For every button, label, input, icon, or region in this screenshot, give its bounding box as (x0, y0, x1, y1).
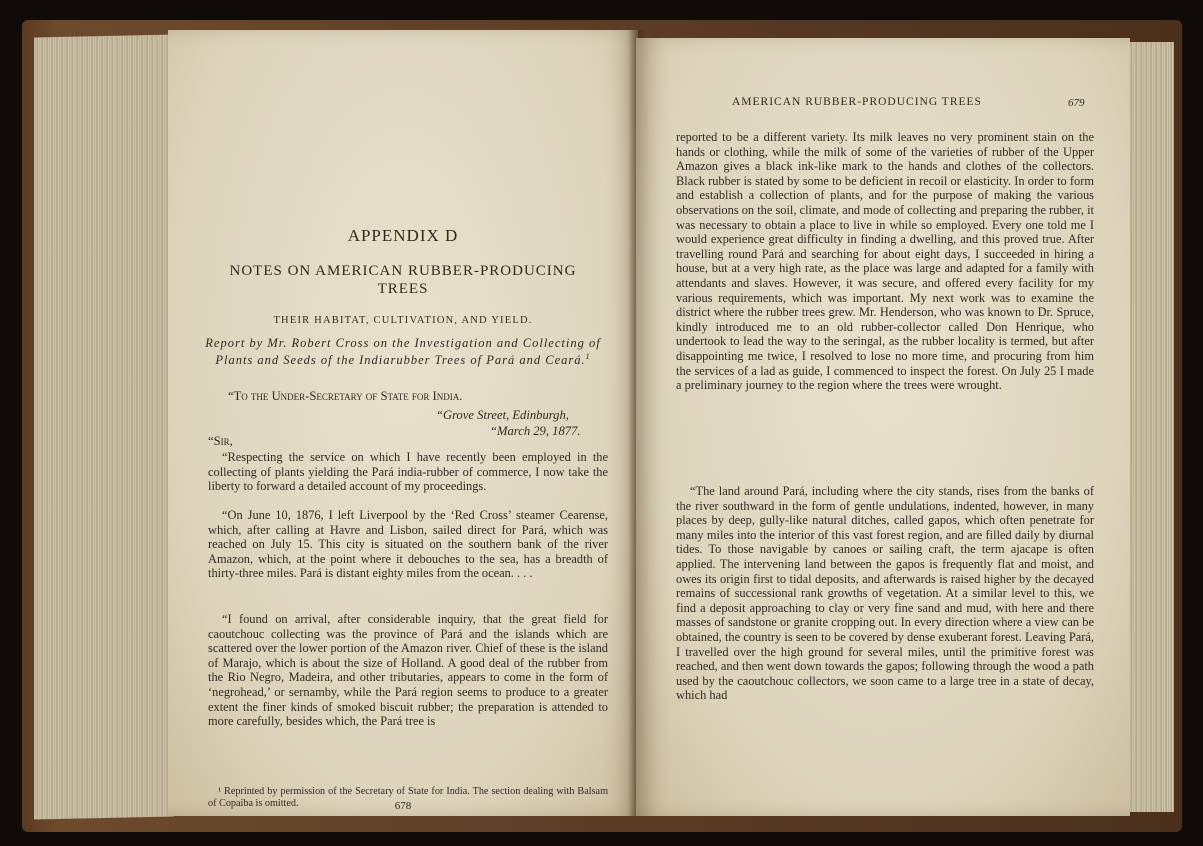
main-title: NOTES ON AMERICAN RUBBER-PRODUCING TREES (229, 263, 577, 297)
right-paragraph-1: reported to be a different variety. Its milk leaves no very prominent stain on the hands or clothing, while the milk of some of the varieties of rubber of the Upper Amazon gives a black ink-like mark to the hands and clothes of the collectors. Black rubber is stated by some to be deficient in recoil or elasticity. In order to form and establish a collection of plants, and for the purpose of making the various observations on the soil, climate, and mode of collecting and preparing the rubber, it was necessary to obtain a place to live in while so employed. Every one told me I would experience great difficulty in finding a dwelling, and this proved true. After travelling round Pará and searching for about eight days, I succeeded in hiring a house, but at a very high rate, as the place was large and adapted for a family with attendants and slaves. However, it was secure, and offered every facility for my various requirements, which was important. My next work was to examine the district where the rubber trees grew. Mr. Henderson, who was known to Dr. Spruce, kindly introduced me to an old rubber-collector called Don Henrique, who undertook to lead the way to the seringal, as the rubber locality is termed, but after disappointing me twice, I resolved to lose no more time, and procuring from him the services of a lad as guide, I commenced to inspect the forest. On July 25 I made a preliminary journey to the region where the trees were wrought. (676, 130, 1094, 393)
footnote: ¹ Reprinted by permission of the Secretary of State for India. The section dealing with Balsam of Copaiba is omitted. (208, 786, 608, 809)
appendix-title: APPENDIX D (347, 226, 459, 245)
left-paragraph-2: “On June 10, 1876, I left Liverpool by the ‘Red Cross’ steamer Cearense, which, after calling at Havre and Lisbon, sailed direct for Pará, which was reached on July 15. This city is situated on the southern bank of the river Amazon, which, at the point where it debouches to the sea, has a breadth of thirty-three miles. Pará is distant eighty miles from the ocean. . . . (208, 508, 608, 581)
running-header: AMERICAN RUBBER-PRODUCING TREES (732, 96, 982, 108)
address-street: “Grove Street, Edinburgh, (436, 408, 569, 422)
addressee: “To the Under-Secretary of State for India. (228, 389, 463, 403)
right-page (636, 38, 1130, 816)
report-title: Report by Mr. Robert Cross on the Investigation and Collecting of Plants and Seeds of the Indiarubber Trees of Pará and Ceará.$^1$ (205, 336, 601, 368)
salutation: “Sir, (208, 434, 233, 448)
left-page-number: 678 (394, 800, 412, 812)
footnote-marker: 1 (585, 352, 591, 361)
left-paragraph-3: “I found on arrival, after considerable inquiry, that the great field for caoutchouc collecting was the province of Pará and the islands which are scattered over the lower portion of the Amazon river. Chief of these is the island of Marajo, which is about the size of Holland. A good deal of the rubber from the Rio Negro, Madeira, and other tributaries, appears to come in the form of ‘negrohead,’ or sernamby, while the Pará region seems to produce to a greater extent the finer kinds of smoked biscuit rubber; the preparation is attended to more carefully, besides which, the Pará tree is (208, 612, 608, 729)
page-edges-left (34, 35, 174, 820)
left-paragraph-1: “Respecting the service on which I have recently been employed in the collecting of plants yielding the Pará india-rubber of commerce, I now take the liberty to forward a detailed account of my proceedings. (208, 450, 608, 494)
address-date: “March 29, 1877. (490, 424, 581, 438)
left-page (168, 30, 638, 816)
right-page-number: 679 (1068, 97, 1085, 109)
subtitle: THEIR HABITAT, CULTIVATION, AND YIELD. (273, 315, 533, 326)
right-paragraph-2: “The land around Pará, including where the city stands, rises from the banks of the river southward in the form of gentle undulations, indented, however, in many places by deep, gully-like natural ditches, called gapos, which often penetrate for many miles into the interior of this vast forest region, and are filled daily by diurnal tides. To those navigable by canoes or sailing craft, the term ajacape is often applied. The intervening land between the gapos is frequently flat and moist, and owes its origin first to tidal deposits, and afterwards is raised higher by the decayed remains of successional rank growths of vegetation. At a similar level to this, we find a deposit approaching to clay or very fine sand and mud, with here and there masses of sandstone or granite cropping out. In every direction where a view can be obtained, the country is seen to be covered by dense exuberant forest. Leaving Pará, I travelled over the high ground for several miles, until the primitive forest was reached, and then went down towards the gapos; following through the wood a path used by the caoutchouc collectors, we soon came to a large tree in a state of decay, which had (676, 484, 1094, 703)
